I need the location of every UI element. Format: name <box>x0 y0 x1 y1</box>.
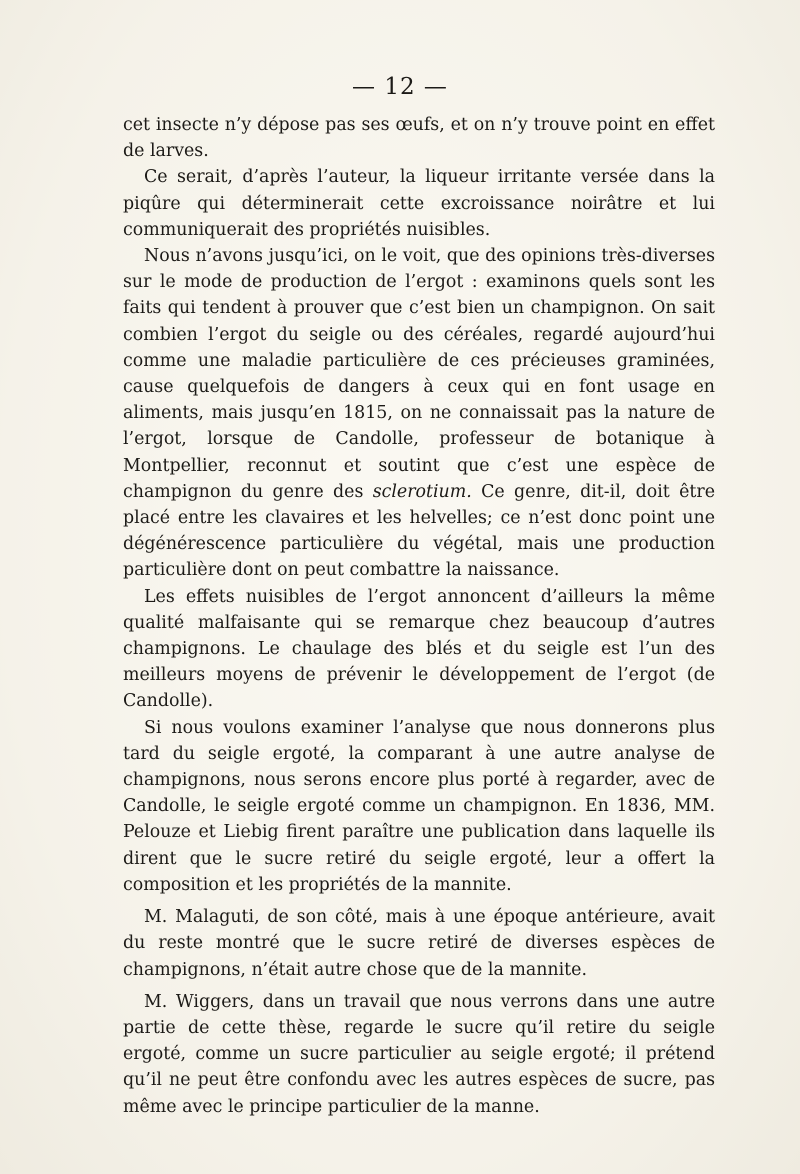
body-text <box>123 112 715 1120</box>
page-number: — 12 — <box>352 74 448 100</box>
paragraph-2: Ce serait, d’après l’auteur, la liqueur irritante versée dans la piqûre qui déterminerait cette excroissance noirâtre et lui communiquerait des propriétés nuisibles. <box>123 167 715 240</box>
paragraph-7: M. Wiggers, dans un travail que nous verrons dans une autre partie de cette thèse, regarde le sucre qu’il retire du seigle ergoté, comme un sucre particulier au seigle ergoté; il prétend qu’il ne peut être confondu avec les autres espèces de sucre, pas même avec le principe particulier de la manne. <box>123 991 715 1117</box>
paragraph-3 <box>123 243 715 584</box>
paragraph-3-text-a: Nous n’avons jusqu’ici, on le voit, que des opinions très-diverses sur le mode de production de l’ergot : examinons quels sont les faits qui tendent à prouver que c’est bien un champignon. On sait combien l’ergot du seigle ou des céréales, regardé aujourd’hui comme une maladie particulière de ces précieuses graminées, cause quelquefois de dangers à ceux qui en font usage en aliments, mais jusqu’en 1815, on ne connaissait pas la nature de l’ergot, lorsque de Candolle, professeur de botanique à Montpellier, reconnut et soutint que c’est une espèce de champignon du genre des <box>123 246 715 502</box>
paragraph-6: M. Malaguti, de son côté, mais à une époque antérieure, avait du reste montré que le sucre retiré de diverses espèces de champignons, n’était autre chose que de la mannite. <box>123 907 715 980</box>
paragraph-4: Les effets nuisibles de l’ergot annoncent d’ailleurs la même qualité malfaisante qui se remarque chez beaucoup d’autres champignons. Le chaulage des blés et du seigle est l’un des meilleurs moyens de prévenir le développement de l’ergot (de Candolle). <box>123 586 715 712</box>
paragraph-1: cet insecte n’y dépose pas ses œufs, et on n’y trouve point en effet de larves. <box>123 115 715 162</box>
paragraph-5: Si nous voulons examiner l’analyse que nous donnerons plus tard du seigle ergoté, la comparant à une autre analyse de champignons, nous serons encore plus porté à regarder, avec de Candolle, le seigle ergoté comme un champignon. En 1836, MM. Pelouze et Liebig firent paraître une publication dans laquelle ils dirent que le sucre retiré du seigle ergoté, leur a offert la composition et les propriétés de la mannite. <box>123 717 715 895</box>
paragraph-3-text-b: Ce genre, dit-il, doit être placé entre les clavaires et les helvelles; ce n’est donc point une dégénérescence particulière du végétal, mais une production particulière dont on peut combattre la naissance. <box>123 481 715 581</box>
paragraph-3-italic-term: sclerotium. <box>372 481 472 502</box>
